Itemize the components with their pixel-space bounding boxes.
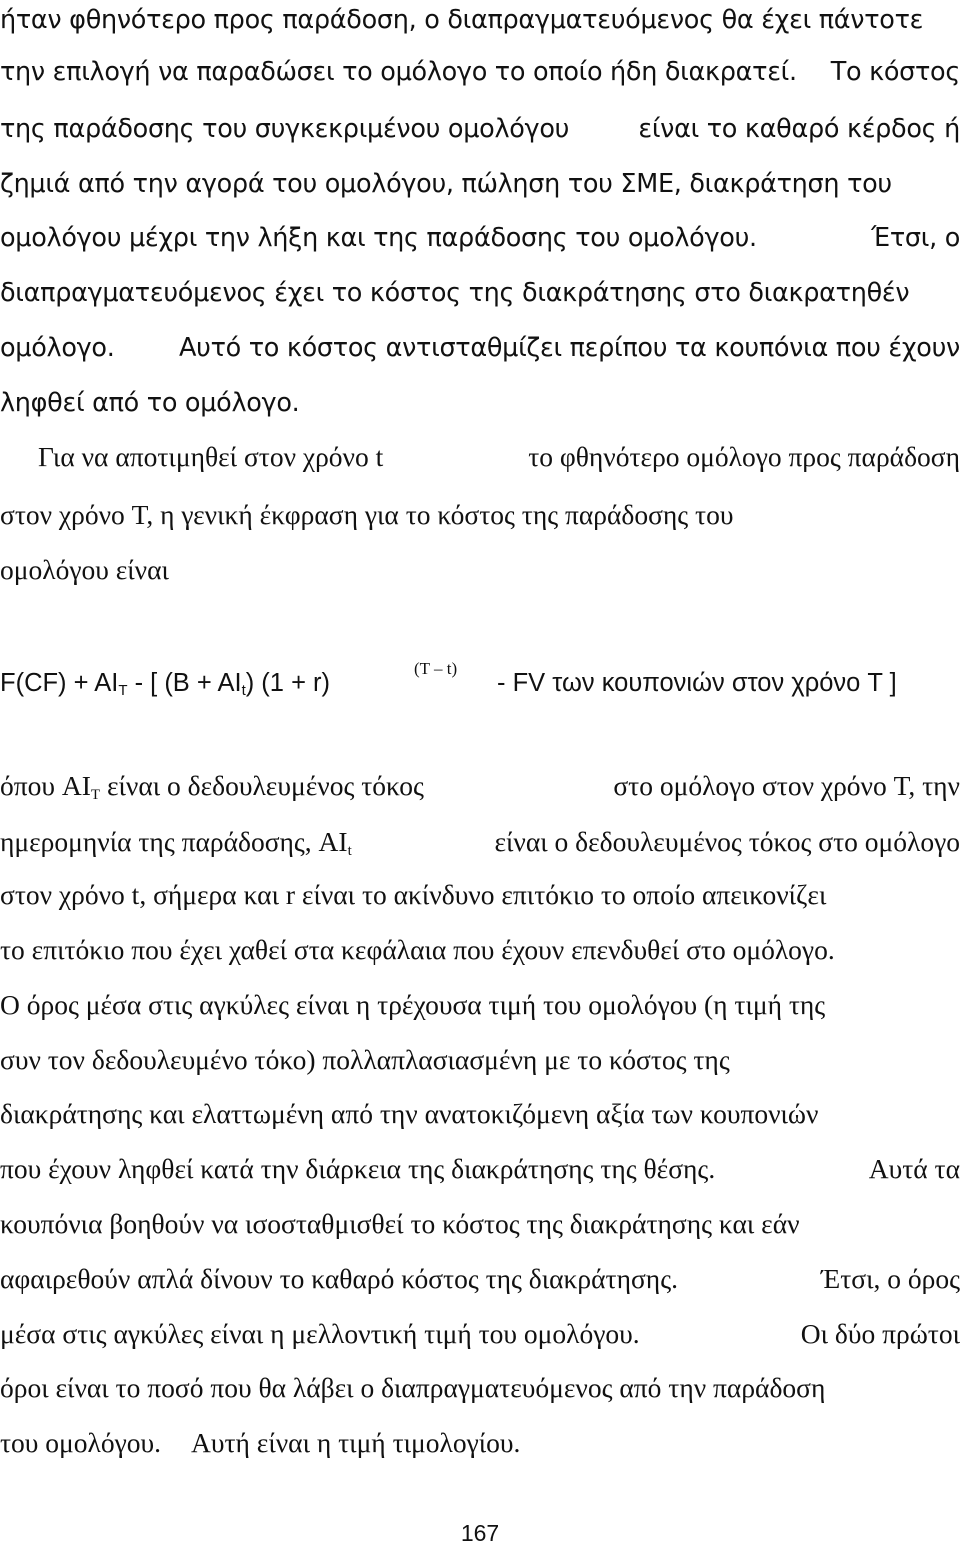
- text-segment: είναι το καθαρό κέρδος ή: [638, 114, 960, 144]
- formula-subscript: t: [241, 682, 246, 699]
- text-segment: Για να αποτιμηθεί στον χρόνο t: [38, 441, 384, 472]
- text-segment: ομολόγου είναι: [0, 554, 169, 585]
- text-segment: κουπόνια βοηθούν να ισοσταθμισθεί το κόστος της διακράτησης και εάν: [0, 1208, 800, 1239]
- text-line: [0, 1204, 960, 1244]
- text-line: [0, 1149, 960, 1189]
- text-segment: [0, 822, 352, 862]
- text-segment: είναι ο δεδουλευμένος τόκος στο ομόλογο: [494, 826, 960, 857]
- text-segment: Ο όρος μέσα στις αγκύλες είναι η τρέχουσα τιμή του ομολόγου (η τιμή της: [0, 989, 826, 1020]
- text-segment: μέσα στις αγκύλες είναι η μελλοντική τιμή του ομολόγου.: [0, 1318, 640, 1349]
- text-line: [0, 0, 960, 40]
- text-line: [0, 1368, 960, 1408]
- text-line: [0, 875, 960, 915]
- text-segment: της παράδοσης του συγκεκριμένου ομολόγου: [0, 114, 570, 144]
- text-segment: ήταν φθηνότερο προς παράδοση, ο διαπραγματευόμενος θα έχει πάντοτε: [0, 5, 924, 35]
- text-line: [0, 1040, 960, 1080]
- text-line: [0, 52, 960, 92]
- text-segment: ομολόγου μέχρι την λήξη και της παράδοσης του ομολόγου.: [0, 223, 757, 253]
- text-segment: Αυτά τα: [868, 1153, 960, 1184]
- text-segment: την επιλογή να παραδώσει το ομόλογο το οποίο ήδη διακρατεί.: [0, 57, 797, 87]
- text-segment: στον χρόνο t, σήμερα και r είναι το ακίνδυνο επιτόκιο το οποίο απεικονίζει: [0, 879, 827, 910]
- text-line: [0, 822, 960, 862]
- text-segment: [0, 766, 424, 806]
- formula-right: - FV των κουπονιών στον χρόνο T ]: [497, 669, 897, 697]
- subscript: T: [90, 787, 101, 803]
- text-segment: Αυτό το κόστος αντισταθμίζει περίπου τα κουπόνια που έχουν: [178, 333, 960, 363]
- text-segment: που έχουν ληφθεί κατά την διάρκεια της διακράτησης της θέσης.: [0, 1153, 716, 1184]
- text-run: ημερομηνία της παράδοσης, AI: [0, 826, 348, 857]
- text-line: [0, 109, 960, 149]
- text-segment: ομόλογο.: [0, 333, 115, 363]
- text-line: [0, 218, 960, 258]
- text-run: είναι ο δεδουλευμένος τόκος: [100, 770, 424, 801]
- text-line: [0, 383, 960, 423]
- text-segment: στον χρόνο T, η γενική έκφραση για το κόστος της παράδοσης του: [0, 499, 734, 530]
- text-line: [0, 495, 960, 535]
- text-line: [0, 273, 960, 313]
- text-line: [0, 1259, 960, 1299]
- text-segment: στο ομόλογο στον χρόνο T, την: [613, 770, 960, 801]
- formula-exponent: (T – t): [414, 659, 458, 678]
- formula-term: ) (1 + r): [245, 669, 331, 697]
- text-line: [0, 328, 960, 368]
- text-line: [0, 985, 960, 1025]
- text-segment: διακράτησης και ελαττωμένη από την ανατοκιζόμενη αξία των κουπονιών: [0, 1098, 819, 1129]
- formula-term: F(CF) + AI: [0, 669, 119, 697]
- formula-term: - [ (B + AI: [127, 669, 242, 697]
- text-segment: Αυτή είναι η τιμή τιμολογίου.: [191, 1427, 521, 1458]
- text-line: [0, 164, 960, 204]
- text-segment: του ομολόγου.: [0, 1427, 162, 1458]
- formula-subscript: T: [118, 682, 128, 699]
- text-segment: Έτσι, ο: [871, 223, 960, 253]
- text-line: [0, 1314, 960, 1354]
- text-segment: Το κόστος: [830, 57, 960, 87]
- text-segment: το φθηνότερο ομόλογο προς παράδοση: [528, 441, 960, 472]
- text-segment: όροι είναι το ποσό που θα λάβει ο διαπραγματευόμενος από την παράδοση: [0, 1372, 826, 1403]
- text-line: [0, 930, 960, 970]
- text-line: [0, 550, 960, 590]
- text-segment: διαπραγματευόμενος έχει το κόστος της διακράτησης στο διακρατηθέν: [0, 278, 910, 308]
- text-line: [0, 1423, 960, 1463]
- text-line: [0, 1094, 960, 1134]
- text-line: [0, 766, 960, 806]
- text-run: όπου AI: [0, 770, 91, 801]
- page-number: 167: [460, 1520, 500, 1546]
- text-segment: το επιτόκιο που έχει χαθεί στα κεφάλαια που έχουν επενδυθεί στο ομόλογο.: [0, 934, 835, 965]
- text-segment: Οι δύο πρώτοι: [800, 1318, 960, 1349]
- text-segment: ληφθεί από το ομόλογο.: [0, 388, 300, 418]
- text-segment: αφαιρεθούν απλά δίνουν το καθαρό κόστος της διακράτησης.: [0, 1263, 678, 1294]
- text-segment: ζημιά από την αγορά του ομολόγου, πώληση του ΣΜΕ, διακράτηση του: [0, 169, 892, 199]
- text-segment: συν τον δεδουλευμένο τόκο) πολλαπλασιασμένη με το κόστος της: [0, 1044, 730, 1075]
- subscript: t: [347, 843, 352, 859]
- text-segment: Έτσι, ο όρος: [821, 1263, 960, 1294]
- text-line: [38, 437, 960, 477]
- formula-left: [0, 663, 330, 711]
- delivery-cost-formula: [0, 655, 960, 705]
